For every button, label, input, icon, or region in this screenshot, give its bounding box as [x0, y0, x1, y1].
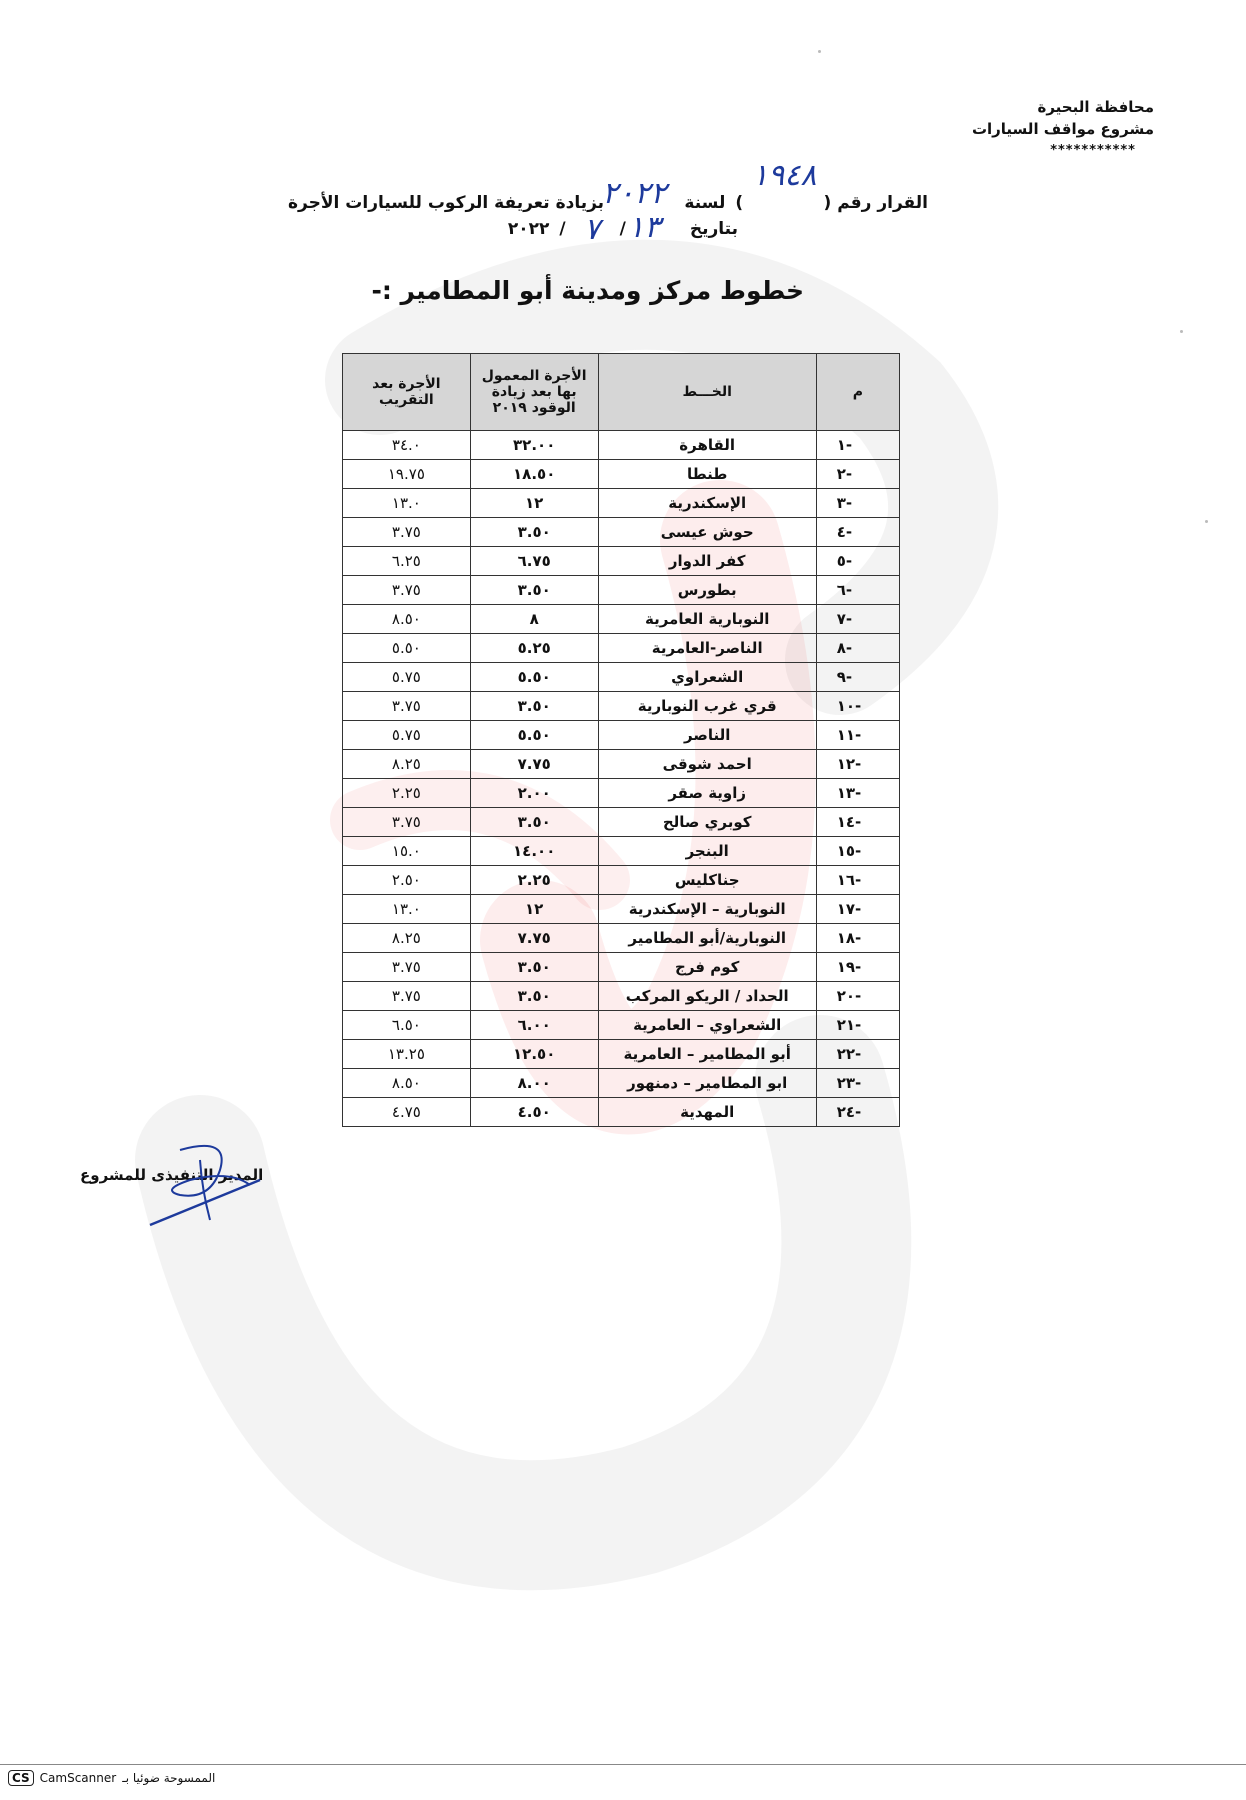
route-name: احمد شوقى: [598, 750, 816, 779]
letterhead: [972, 96, 1154, 162]
new-fare: ٣.٧٥: [343, 518, 471, 547]
row-number: ٢٤-: [816, 1098, 899, 1127]
table-row: [343, 460, 900, 489]
col-header-line: الخـــط: [598, 354, 816, 431]
route-name: الإسكندرية: [598, 489, 816, 518]
decree-subject: بزيادة تعريفة الركوب للسيارات الأجرة: [288, 193, 605, 213]
table-row: [343, 1040, 900, 1069]
route-name: أبو المطامير – العامرية: [598, 1040, 816, 1069]
row-number: ١١-: [816, 721, 899, 750]
row-number: ٢٢-: [816, 1040, 899, 1069]
decree-date-sep1: /: [619, 219, 626, 239]
decree-date-label: بتاريخ: [689, 219, 738, 239]
row-number: ١٣-: [816, 779, 899, 808]
table-row: [343, 895, 900, 924]
row-number: ٩-: [816, 663, 899, 692]
route-name: الحداد / الريكو المركب: [598, 982, 816, 1011]
decree-year-label: لسنة: [684, 193, 726, 213]
old-fare: ٦.٠٠: [470, 1011, 598, 1040]
old-fare: ١٤.٠٠: [470, 837, 598, 866]
row-number: ١٦-: [816, 866, 899, 895]
new-fare: ١٥.٠: [343, 837, 471, 866]
table-row: [343, 431, 900, 460]
new-fare: ٣.٧٥: [343, 692, 471, 721]
col-header-new-fare: الأجرة بعد التقريب: [343, 354, 471, 431]
new-fare: ٨.٥٠: [343, 605, 471, 634]
route-name: الناصر-العامرية: [598, 634, 816, 663]
new-fare: ٣٤.٠: [343, 431, 471, 460]
old-fare: ٣٢.٠٠: [470, 431, 598, 460]
row-number: ٧-: [816, 605, 899, 634]
new-fare: ٨.٢٥: [343, 750, 471, 779]
row-number: ١٠-: [816, 692, 899, 721]
col-header-num: م: [816, 354, 899, 431]
route-name: كوم فرج: [598, 953, 816, 982]
table-header-row: [343, 354, 900, 431]
table-row: [343, 489, 900, 518]
old-fare: ٨.٠٠: [470, 1069, 598, 1098]
route-name: ابو المطامير – دمنهور: [598, 1069, 816, 1098]
route-name: قري غرب النوبارية: [598, 692, 816, 721]
old-fare: ٢.٠٠: [470, 779, 598, 808]
row-number: ٣-: [816, 489, 899, 518]
table-row: [343, 808, 900, 837]
route-name: كوبري صالح: [598, 808, 816, 837]
handwritten-decree-number: ١٩٤٨: [752, 158, 817, 193]
old-fare: ٣.٥٠: [470, 982, 598, 1011]
new-fare: ٢.٢٥: [343, 779, 471, 808]
table-row: [343, 518, 900, 547]
camscanner-footer: [8, 1770, 215, 1786]
row-number: ٥-: [816, 547, 899, 576]
new-fare: ١٩.٧٥: [343, 460, 471, 489]
new-fare: ٦.٥٠: [343, 1011, 471, 1040]
row-number: ١٩-: [816, 953, 899, 982]
handwritten-date-day: ١٣: [628, 210, 661, 245]
table-row: [343, 576, 900, 605]
camscanner-name: CamScanner: [39, 1771, 117, 1785]
scanned-with-label: الممسوحة ضوئيا بـ: [122, 1771, 216, 1785]
header-stars: ***********: [1050, 143, 1136, 158]
table-row: [343, 634, 900, 663]
new-fare: ٥.٧٥: [343, 721, 471, 750]
new-fare: ٣.٧٥: [343, 576, 471, 605]
table-row: [343, 605, 900, 634]
table-row: [343, 750, 900, 779]
decree-number-space: [753, 190, 813, 216]
new-fare: ٣.٧٥: [343, 808, 471, 837]
section-title: خطوط مركز ومدينة أبو المطامير :-: [371, 276, 804, 305]
row-number: ٢٠-: [816, 982, 899, 1011]
table-row: [343, 866, 900, 895]
row-number: ١-: [816, 431, 899, 460]
decree-line-2: [288, 216, 738, 242]
old-fare: ٥.٥٠: [470, 663, 598, 692]
row-number: ١٢-: [816, 750, 899, 779]
route-name: القاهرة: [598, 431, 816, 460]
route-name: النوبارية – الإسكندرية: [598, 895, 816, 924]
row-number: ١٨-: [816, 924, 899, 953]
fares-table: [342, 353, 900, 1127]
row-number: ٢-: [816, 460, 899, 489]
old-fare: ١٢: [470, 489, 598, 518]
new-fare: ١٣.٠: [343, 895, 471, 924]
handwritten-signature: [140, 1140, 270, 1230]
table-row: [343, 953, 900, 982]
footer-rule: [0, 1764, 1246, 1765]
old-fare: ٥.٢٥: [470, 634, 598, 663]
old-fare: ١٢.٥٠: [470, 1040, 598, 1069]
old-fare: ٦.٧٥: [470, 547, 598, 576]
row-number: ١٧-: [816, 895, 899, 924]
decree-number-close: ): [735, 193, 744, 213]
old-fare: ٣.٥٠: [470, 518, 598, 547]
col-header-old-fare: الأجرة المعمول بها بعد زيادة الوقود ٢٠١٩: [470, 354, 598, 431]
project-name: مشروع مواقف السيارات: [971, 120, 1154, 138]
signature-label: المدير التنفيذى للمشروع: [80, 1166, 264, 1184]
old-fare: ١٢: [470, 895, 598, 924]
old-fare: ٣.٥٠: [470, 576, 598, 605]
new-fare: ٣.٧٥: [343, 953, 471, 982]
row-number: ٨-: [816, 634, 899, 663]
new-fare: ٨.٢٥: [343, 924, 471, 953]
new-fare: ٣.٧٥: [343, 982, 471, 1011]
old-fare: ٣.٥٠: [470, 692, 598, 721]
route-name: جناكليس: [598, 866, 816, 895]
route-name: زاوية صقر: [598, 779, 816, 808]
new-fare: ٢.٥٠: [343, 866, 471, 895]
route-name: النوبارية/أبو المطامير: [598, 924, 816, 953]
handwritten-decree-year: ٢٠٢٢: [602, 176, 667, 211]
old-fare: ٣.٥٠: [470, 953, 598, 982]
decree-number-label: القرار رقم (: [823, 193, 928, 213]
decree-date-sep2: /: [559, 219, 566, 239]
row-number: ١٤-: [816, 808, 899, 837]
row-number: ١٥-: [816, 837, 899, 866]
new-fare: ٨.٥٠: [343, 1069, 471, 1098]
row-number: ٤-: [816, 518, 899, 547]
route-name: الشعراوي: [598, 663, 816, 692]
route-name: طنطا: [598, 460, 816, 489]
table-row: [343, 779, 900, 808]
route-name: الناصر: [598, 721, 816, 750]
new-fare: ٥.٧٥: [343, 663, 471, 692]
old-fare: ٢.٢٥: [470, 866, 598, 895]
new-fare: ١٣.٢٥: [343, 1040, 471, 1069]
handwritten-date-month: ٧: [584, 212, 601, 247]
table-row: [343, 1069, 900, 1098]
new-fare: ٤.٧٥: [343, 1098, 471, 1127]
table-row: [343, 924, 900, 953]
old-fare: ٥.٥٠: [470, 721, 598, 750]
table-row: [343, 1011, 900, 1040]
new-fare: ٥.٥٠: [343, 634, 471, 663]
table-row: [343, 721, 900, 750]
route-name: حوش عيسى: [598, 518, 816, 547]
route-name: البنجر: [598, 837, 816, 866]
route-name: بطورس: [598, 576, 816, 605]
camscanner-logo-icon: CS: [8, 1770, 34, 1786]
new-fare: ٦.٢٥: [343, 547, 471, 576]
decree-date-year: ٢٠٢٢: [507, 219, 550, 239]
old-fare: ٤.٥٠: [470, 1098, 598, 1127]
new-fare: ١٣.٠: [343, 489, 471, 518]
row-number: ٢٣-: [816, 1069, 899, 1098]
old-fare: ٣.٥٠: [470, 808, 598, 837]
route-name: كفر الدوار: [598, 547, 816, 576]
table-body: [343, 431, 900, 1127]
route-name: النوبارية العامرية: [598, 605, 816, 634]
table-row: [343, 1098, 900, 1127]
table-row: [343, 547, 900, 576]
table-row: [343, 692, 900, 721]
old-fare: ٨: [470, 605, 598, 634]
table-row: [343, 663, 900, 692]
table-row: [343, 982, 900, 1011]
route-name: المهدية: [598, 1098, 816, 1127]
table-row: [343, 837, 900, 866]
old-fare: ٧.٧٥: [470, 924, 598, 953]
route-name: الشعراوي – العامرية: [598, 1011, 816, 1040]
old-fare: ١٨.٥٠: [470, 460, 598, 489]
row-number: ٦-: [816, 576, 899, 605]
old-fare: ٧.٧٥: [470, 750, 598, 779]
governorate-name: محافظة البحيرة: [1037, 98, 1154, 116]
row-number: ٢١-: [816, 1011, 899, 1040]
